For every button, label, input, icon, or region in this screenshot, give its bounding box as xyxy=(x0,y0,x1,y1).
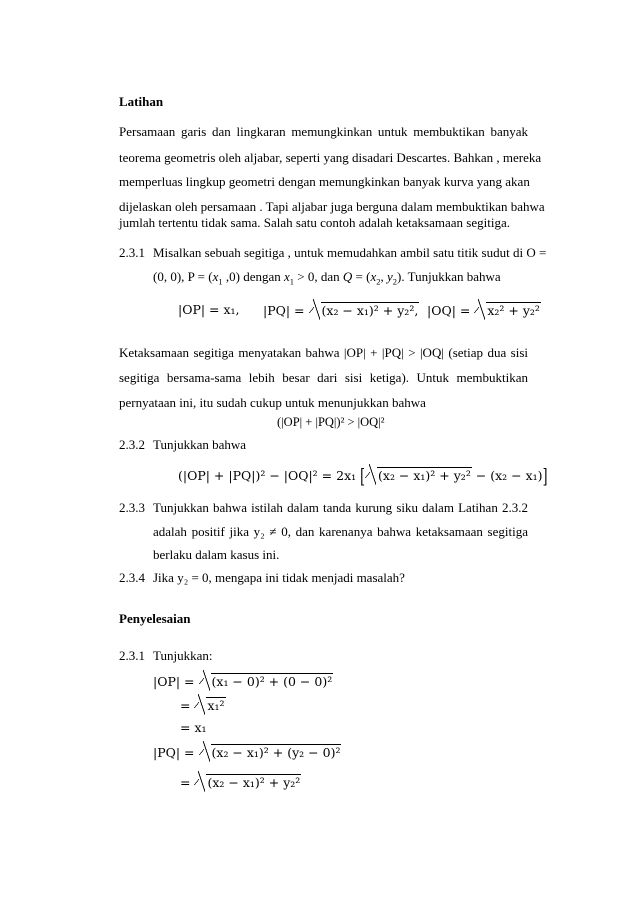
triangle-equation: (|OP| + |PQ|)² > |OQ|² xyxy=(277,415,385,429)
intro-line: teorema geometris oleh aljabar, seperti yang disadari Descartes. Bahkan , mereka xyxy=(119,150,542,165)
paragraph-line: Ketaksamaan segitiga menyatakan bahwa |OP| + |PQ| > |OQ| (setiap dua sisi xyxy=(119,345,528,360)
exercise-number: 2.3.3 xyxy=(119,500,145,515)
exercise-text: Tunjukkan bahwa istilah dalam tanda kurung siku dalam Latihan 2.3.2 xyxy=(153,500,528,515)
exercise-text: berlaku dalam kasus ini. xyxy=(153,547,280,562)
intro-line: dijelaskan oleh persamaan . Tapi aljabar juga berguna dalam membuktikan bahwa xyxy=(119,199,545,214)
exercise-text: Tunjukkan bahwa xyxy=(153,437,247,452)
exercise-number: 2.3.1 xyxy=(119,245,145,260)
solution-line: |OP| = (x₁ − 0)² + (0 − 0)² xyxy=(153,674,333,689)
heading-latihan: Latihan xyxy=(119,94,164,109)
heading-penyelesaian: Penyelesaian xyxy=(119,611,191,626)
exercise-text: adalah positif jika y₂ ≠ 0, dan karenanya bahwa ketaksamaan segitiga xyxy=(153,524,528,539)
equation-232: (|OP| + |PQ|)² − |OQ|² = 2x₁ [ (x₂ − x₁)² + y₂² − (x₂ − x₁)] xyxy=(178,463,548,488)
exercise-number: 2.3.2 xyxy=(119,437,145,452)
solution-line: = x₁ xyxy=(180,720,207,735)
solution-line: = x₁² xyxy=(180,698,225,713)
exercise-text: Jika y₂ = 0, mengapa ini tidak menjadi masalah? xyxy=(153,570,405,585)
intro-line: Persamaan garis dan lingkaran memungkinkan untuk membuktikan banyak xyxy=(119,124,528,139)
exercise-text: (0, 0), $P = (x_1$ ,0) dengan $x_1 > 0$, dan $Q = (x_2$, $y_2$). Tunjukkan bahwa xyxy=(153,269,501,287)
exercise-text: Misalkan sebuah segitiga , untuk memudahkan ambil satu titik sudut di O = xyxy=(153,245,547,260)
paragraph-line: segitiga bersama-sama lebih besar dari sisi ketiga). Untuk membuktikan xyxy=(119,370,528,385)
solution-line: = (x₂ − x₁)² + y₂² xyxy=(180,775,301,790)
exercise-number: 2.3.4 xyxy=(119,570,145,585)
intro-line: memperluas lingkup geometri dengan memungkinkan banyak kurva yang akan xyxy=(119,174,530,189)
intro-line: jumlah tertentu tidak sama. Salah satu contoh adalah ketaksamaan segitiga. xyxy=(119,215,510,230)
solution-label: Tunjukkan: xyxy=(153,648,213,663)
equation-op: |OP| = x₁, xyxy=(178,302,240,317)
paragraph-line: pernyataan ini, itu sudah cukup untuk menunjukkan bahwa xyxy=(119,395,426,410)
equation-pq: |PQ| = (x₂ − x₁)² + y₂², xyxy=(263,303,419,318)
solution-number: 2.3.1 xyxy=(119,648,145,663)
equation-oq: |OQ| = x₂² + y₂² xyxy=(427,303,540,318)
solution-line: |PQ| = (x₂ − x₁)² + (y₂ − 0)² xyxy=(153,745,341,760)
